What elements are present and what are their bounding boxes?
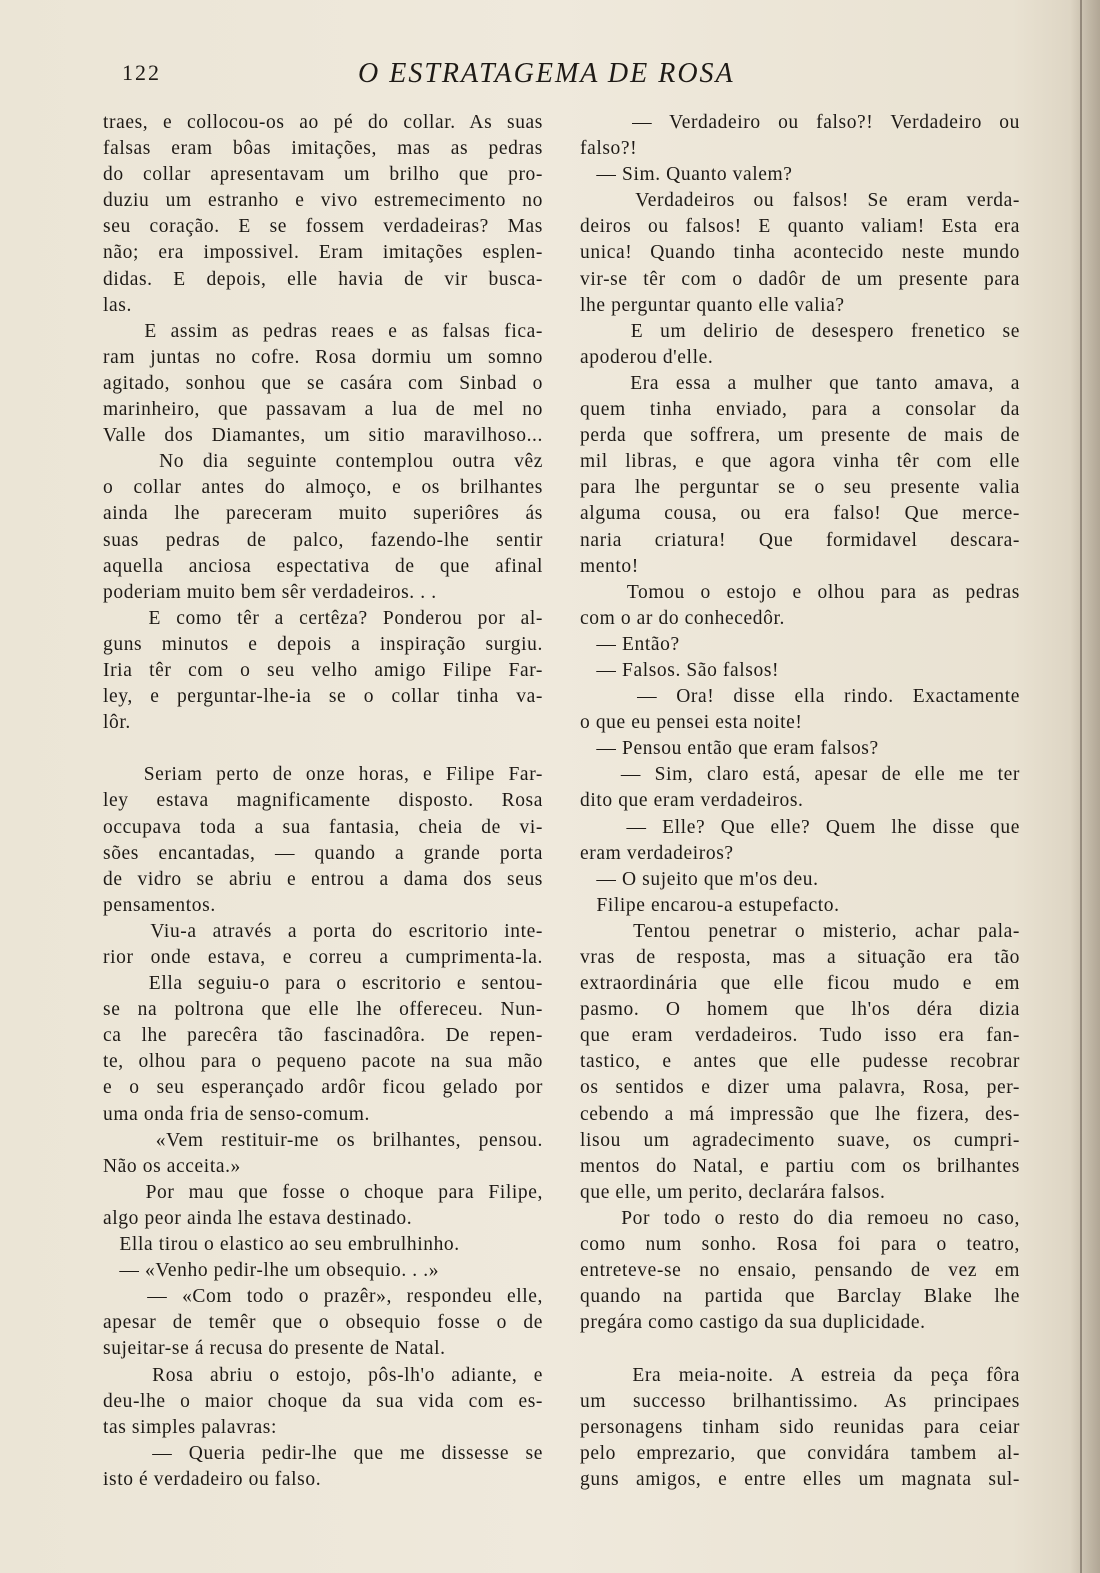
text-line: — «Com todo o prazêr», respondeu elle,	[103, 1286, 543, 1308]
text-line: com o ar do conhecedôr.	[580, 607, 785, 629]
text-line: — Sim. Quanto valem?	[580, 164, 793, 186]
text-line: guns amigos, e entre elles um magnata sul-	[580, 1468, 1020, 1490]
text-line: pensamentos.	[103, 894, 216, 916]
left-text-column	[103, 110, 543, 1493]
text-line: Tentou penetrar o misterio, achar pala-	[580, 920, 1020, 942]
page-number: 122	[122, 60, 161, 85]
text-line: naria criatura! Que formidavel descara-	[580, 529, 1020, 551]
text-line: deu-lhe o maior choque da sua vida com es-	[103, 1390, 543, 1412]
text-line: Era essa a mulher que tanto amava, a	[580, 372, 1020, 394]
text-line: que eram verdadeiros. Tudo isso era fan-	[580, 1025, 1020, 1047]
text-line: o que eu pensei esta noite!	[580, 712, 803, 734]
text-line: Seriam perto de onze horas, e Filipe Far-	[103, 764, 543, 786]
text-line: uma onda fria de senso-comum.	[103, 1103, 371, 1125]
text-line: Filipe encarou-a estupefacto.	[580, 894, 840, 916]
text-line: tastico, e antes que elle pudesse recobrar	[580, 1051, 1020, 1073]
text-line: isto é verdadeiro ou falso.	[103, 1468, 322, 1490]
text-line: ley estava magnificamente disposto. Rosa	[103, 790, 543, 812]
text-line: se na poltrona que elle lhe offereceu. Nun-	[103, 999, 543, 1021]
text-line: occupava toda a sua fantasia, cheia de vi-	[103, 816, 543, 838]
right-text-column	[580, 110, 1020, 1493]
text-line: aquella anciosa espectativa de que afinal	[103, 555, 543, 577]
text-line: entreteve-se no ensaio, pensando de vez em	[580, 1260, 1020, 1282]
text-line: vir-se têr com o dadôr de um presente para	[580, 268, 1020, 290]
text-line: lhe perguntar quanto elle valia?	[580, 294, 845, 316]
text-line: o collar antes do almoço, e os brilhantes	[103, 477, 543, 499]
text-line: traes, e collocou-os ao pé do collar. As suas	[103, 112, 543, 133]
text-line: lôr.	[103, 712, 131, 734]
text-line: quem tinha enviado, para a consolar da	[580, 399, 1020, 421]
text-line: Tomou o estojo e olhou para as pedras	[580, 581, 1020, 603]
text-line: didas. E depois, elle havia de vir busca-	[103, 268, 543, 290]
text-line: E como têr a certêza? Ponderou por al-	[103, 607, 543, 629]
text-line: Rosa abriu o estojo, pôs-lh'o adiante, e	[103, 1364, 543, 1386]
text-line: alguma cousa, ou era falso! Que merce-	[580, 503, 1020, 525]
text-line: não; era impossivel. Eram imitações esplen-	[103, 242, 543, 264]
text-line: personagens tinham sido reunidas para ceiar	[580, 1416, 1020, 1438]
page-edge-shadow	[1070, 0, 1100, 1573]
page-header	[100, 58, 1020, 98]
text-line: e o seu esperançado ardôr ficou gelado por	[103, 1077, 543, 1099]
text-line: las.	[103, 294, 132, 316]
text-line: do collar apresentavam um brilho que pro-	[103, 164, 543, 186]
text-line: unica! Quando tinha acontecido neste mundo	[580, 242, 1020, 264]
text-line: — «Venho pedir-lhe um obsequio. . .»	[103, 1260, 440, 1282]
text-line: como num sonho. Rosa foi para o teatro,	[580, 1234, 1020, 1256]
text-line: apoderou d'elle.	[580, 346, 714, 368]
text-line: pregára como castigo da sua duplicidade.	[580, 1312, 926, 1334]
text-line: te, olhou para o pequeno pacote na sua mão	[103, 1051, 543, 1073]
text-line: mento!	[580, 555, 639, 577]
text-line: agitado, sonhou que se casára com Sinbad o	[103, 372, 543, 394]
text-line: mil libras, e que agora vinha têr com elle	[580, 451, 1020, 473]
text-line: de vidro se abriu e entrou a dama dos seus	[103, 868, 543, 890]
text-line: sões encantadas, — quando a grande porta	[103, 842, 543, 864]
text-line: pelo emprezario, que convidára tambem al-	[580, 1442, 1020, 1464]
text-line: tas simples palavras:	[103, 1416, 277, 1438]
text-line: — Falsos. São falsos!	[580, 659, 780, 681]
text-line: extraordinária que elle ficou mudo e em	[580, 973, 1020, 995]
text-line: perda que soffrera, um presente de mais de	[580, 425, 1020, 447]
page-edge-line	[1080, 0, 1082, 1573]
text-line: E um delirio de desespero frenetico se	[580, 320, 1020, 342]
text-line: Por mau que fosse o choque para Filipe,	[103, 1181, 543, 1203]
text-line: ram juntas no cofre. Rosa dormiu um somno	[103, 346, 543, 368]
text-line: — Ora! disse ella rindo. Exactamente	[580, 686, 1020, 708]
text-line: — Então?	[580, 633, 680, 655]
text-line: Ella tirou o elastico ao seu embrulhinho.	[103, 1234, 460, 1256]
text-line: guns minutos e depois a inspiração surgiu.	[103, 633, 543, 655]
text-line: Valle dos Diamantes, um sitio maravilhoso...	[103, 425, 543, 447]
text-line: E assim as pedras reaes e as falsas fica-	[103, 320, 543, 342]
text-line: Por todo o resto do dia remoeu no caso,	[580, 1207, 1020, 1229]
text-line: Viu-a através a porta do escritorio inte-	[103, 920, 543, 942]
text-line: para lhe perguntar se o seu presente valia	[580, 477, 1020, 499]
text-line: lisou um agradecimento suave, os cumpri-	[580, 1129, 1020, 1151]
text-line: — Sim, claro está, apesar de elle me ter	[580, 764, 1020, 786]
text-line: — Verdadeiro ou falso?! Verdadeiro ou	[580, 112, 1020, 133]
text-line: rior onde estava, e correu a cumprimenta-la.	[103, 947, 543, 968]
running-title: O ESTRATAGEMA DE ROSA	[358, 58, 735, 89]
text-line: pasmo. O homem que lh'os déra dizia	[580, 999, 1020, 1021]
text-line: ley, e perguntar-lhe-ia se o collar tinha va-	[103, 686, 543, 708]
text-line: — Elle? Que elle? Quem lhe disse que	[580, 816, 1020, 838]
text-line: um successo brilhantissimo. As principaes	[580, 1390, 1020, 1412]
text-line: No dia seguinte contemplou outra vêz	[103, 451, 543, 473]
text-line	[103, 736, 543, 762]
text-line: eram verdadeiros?	[580, 842, 734, 864]
text-line: os sentidos e dizer uma palavra, Rosa, per-	[580, 1077, 1020, 1099]
text-line: «Vem restituir-me os brilhantes, pensou.	[103, 1129, 543, 1151]
text-line: seu coração. E se fossem verdadeiras? Mas	[103, 216, 543, 238]
text-line: marinheiro, que passavam a lua de mel no	[103, 399, 543, 421]
text-line: Ella seguiu-o para o escritorio e sentou-	[103, 973, 543, 995]
text-line: — Queria pedir-lhe que me dissesse se	[103, 1442, 543, 1464]
text-line: poderiam muito bem sêr verdadeiros. . .	[103, 581, 437, 603]
text-line: falsas eram bôas imitações, mas as pedras	[103, 138, 543, 160]
text-line: mentos do Natal, e partiu com os brilhantes	[580, 1155, 1020, 1177]
text-line: ca lhe parecêra tão fascinadôra. De repen-	[103, 1025, 543, 1047]
text-line: ainda lhe pareceram muito superiôres ás	[103, 503, 543, 525]
text-line: Era meia-noite. A estreia da peça fôra	[580, 1364, 1020, 1386]
text-line: sujeitar-se á recusa do presente de Natal.	[103, 1338, 446, 1360]
text-line: vras de resposta, mas a situação era tão	[580, 947, 1020, 968]
text-line: — O sujeito que m'os deu.	[580, 868, 819, 890]
text-line: apesar de temêr que o obsequio fosse o de	[103, 1312, 543, 1334]
text-line	[580, 1336, 1020, 1362]
text-line: — Pensou então que eram falsos?	[580, 738, 879, 760]
text-line: quando na partida que Barclay Blake lhe	[580, 1286, 1020, 1308]
text-line: dito que eram verdadeiros.	[580, 790, 804, 812]
text-line: deiros ou falsos! E quanto valiam! Esta era	[580, 216, 1020, 238]
text-line: Não os acceita.»	[103, 1155, 241, 1177]
text-line: duziu um estranho e vivo estremecimento no	[103, 190, 543, 212]
text-line: que elle, um perito, declarára falsos.	[580, 1181, 886, 1203]
text-line: suas pedras de palco, fazendo-lhe sentir	[103, 529, 543, 551]
text-line: algo peor ainda lhe estava destinado.	[103, 1207, 413, 1229]
text-line: Iria têr com o seu velho amigo Filipe Far-	[103, 659, 543, 681]
text-line: cebendo a má impressão que lhe fizera, des-	[580, 1103, 1020, 1125]
text-line: Verdadeiros ou falsos! Se eram verda-	[580, 190, 1020, 212]
text-line: falso?!	[580, 138, 638, 160]
